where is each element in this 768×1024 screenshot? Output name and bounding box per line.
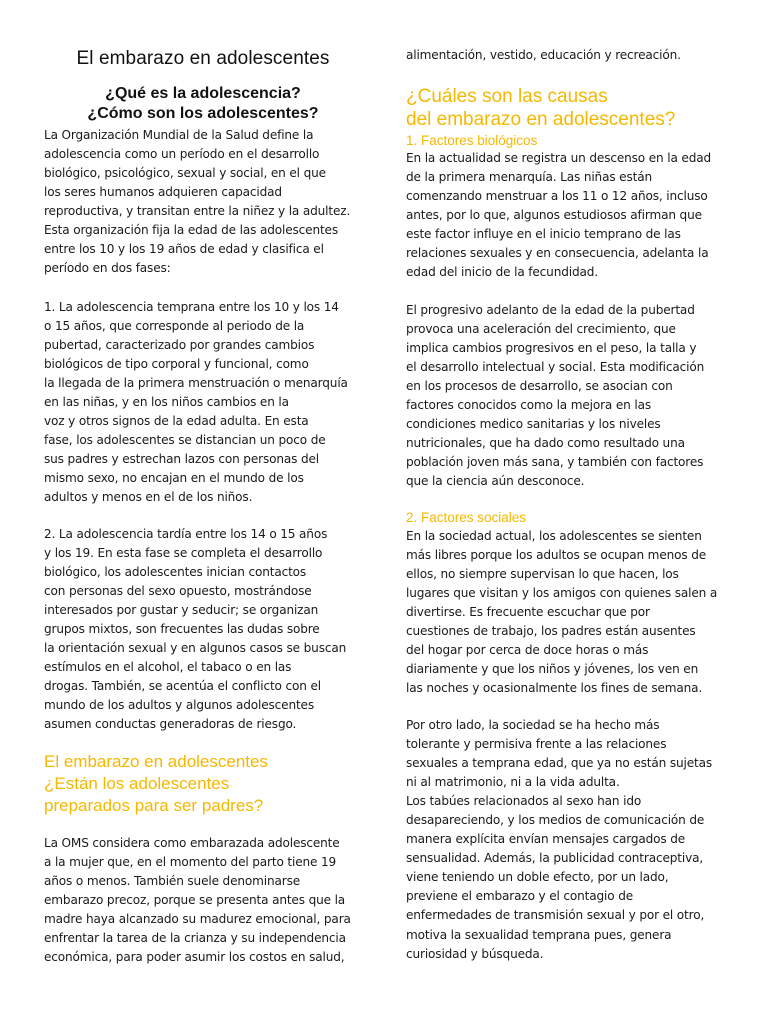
causes-section-heading: ¿Cuáles son las causas del embarazo en adolescentes? <box>406 86 676 130</box>
document-title: El embarazo en adolescentes <box>76 48 330 69</box>
social-paragraph-2: Por otro lado, la sociedad se ha hecho más tolerante y permisiva frente a las relaciones sexuales a temprana edad, que ya no están sujetas ni al matrimonio, ni a la vida adulta. Los tabúes relacionados al sexo han ido desapareciendo, y los medios de comunicación de manera explícita envían mensajes cargados de sensualidad. Además, la publicidad contraceptiva, viene teniendo un doble efecto, por un lado, previene el embarazo y el contagio de enfermedades de transmisión sexual y por el otro, motiva la sexualidad temprana pues, genera curiosidad y búsqueda. <box>406 718 713 961</box>
pregnancy-section-heading: El embarazo en adolescentes ¿Están los adolescentes preparados para ser padres? <box>44 752 268 815</box>
social-factors-heading: 2. Factores sociales <box>406 510 527 525</box>
biological-factors-heading: 1. Factores biológicos <box>406 133 538 148</box>
biological-paragraph-2: El progresivo adelanto de la edad de la pubertad provoca una aceleración del crecimiento, que implica cambios progresivos en el peso, la talla y el desarrollo intelectual y social. Esta modificación en los procesos de desarrollo, se asocian con factores conocidos como la mejora en las condiciones medico sanitarias y los niveles nutricionales, que ha dado como resultado una población joven más sana, y también con factores que la ciencia aún desconoce. <box>406 303 705 489</box>
early-adolescence-paragraph: 1. La adolescencia temprana entre los 10 y los 14 o 15 años, que corresponde al periodo de la pubertad, caracterizado por grandes cambios biológicos de tipo corporal y funcional, como la llegada de la primera menstruación o menarquía en las niñas, y en los niños cambios en la voz y otros signos de la edad adulta. En esta fase, los adolescentes se distancian un poco de sus padres y estrechan lazos con personas del mismo sexo, no encajan en el mundo de los adultos y menos en el de los niños. <box>44 300 348 505</box>
oms-paragraph: La OMS considera como embarazada adolescente a la mujer que, en el momento del parto tiene 19 años o menos. También suele denominarse embarazo precoz, porque se presenta antes que la madre haya alcanzado su madurez emocional, para enfrentar la tarea de la crianza y su independencia económica, para poder asumir los costos en salud, <box>44 836 351 965</box>
social-paragraph-1: En la sociedad actual, los adolescentes se sienten más libres porque los adultos se ocupan menos de ellos, no siempre supervisan lo que hacen, los lugares que visitan y los amigos con quienes salen a divertirse. Es frecuente escuchar que por cuestiones de trabajo, los padres están ausentes del hogar por cerca de doce horas o más diariamente y que los niños y jóvenes, los ven en las noches y ocasionalmente los fines de semana. <box>406 529 718 696</box>
late-adolescence-paragraph: 2. La adolescencia tardía entre los 14 o 15 años y los 19. En esta fase se completa el desarrollo biológico, los adolescentes inician contactos con personas del sexo opuesto, mostrándose interesados por gustar y seducir; se organizan grupos mixtos, son frecuentes las dudas sobre la orientación sexual y en algunos casos se buscan estímulos en el alcohol, el tabaco o en las drogas. También, se acentúa el conflicto con el mundo de los adultos y algunos adolescentes asumen conductas generadoras de riesgo. <box>44 527 347 732</box>
intro-paragraph: La Organización Mundial de la Salud define la adolescencia como un período en el desarrollo biológico, psicológico, sexual y social, en el que los seres humanos adquieren capacidad reproductiva, y transitan entre la niñez y la adultez. Esta organización fija la edad de las adolescentes entre los 10 y los 19 años de edad y clasifica el período en dos fases: <box>44 128 351 276</box>
biological-paragraph-1: En la actualidad se registra un descenso en la edad de la primera menarquía. Las niñas están comenzando menstruar a los 11 o 12 años, incluso antes, por lo que, algunos estudiosos afirman que este factor influye en el inicio temprano de las relaciones sexuales y en consecuencia, adelanta la edad del inicio de la fecundidad. <box>406 151 712 280</box>
section-subtitle: ¿Qué es la adolescencia? ¿Cómo son los adolescentes? <box>87 85 319 122</box>
continuation-line: alimentación, vestido, educación y recreación. <box>406 48 681 62</box>
